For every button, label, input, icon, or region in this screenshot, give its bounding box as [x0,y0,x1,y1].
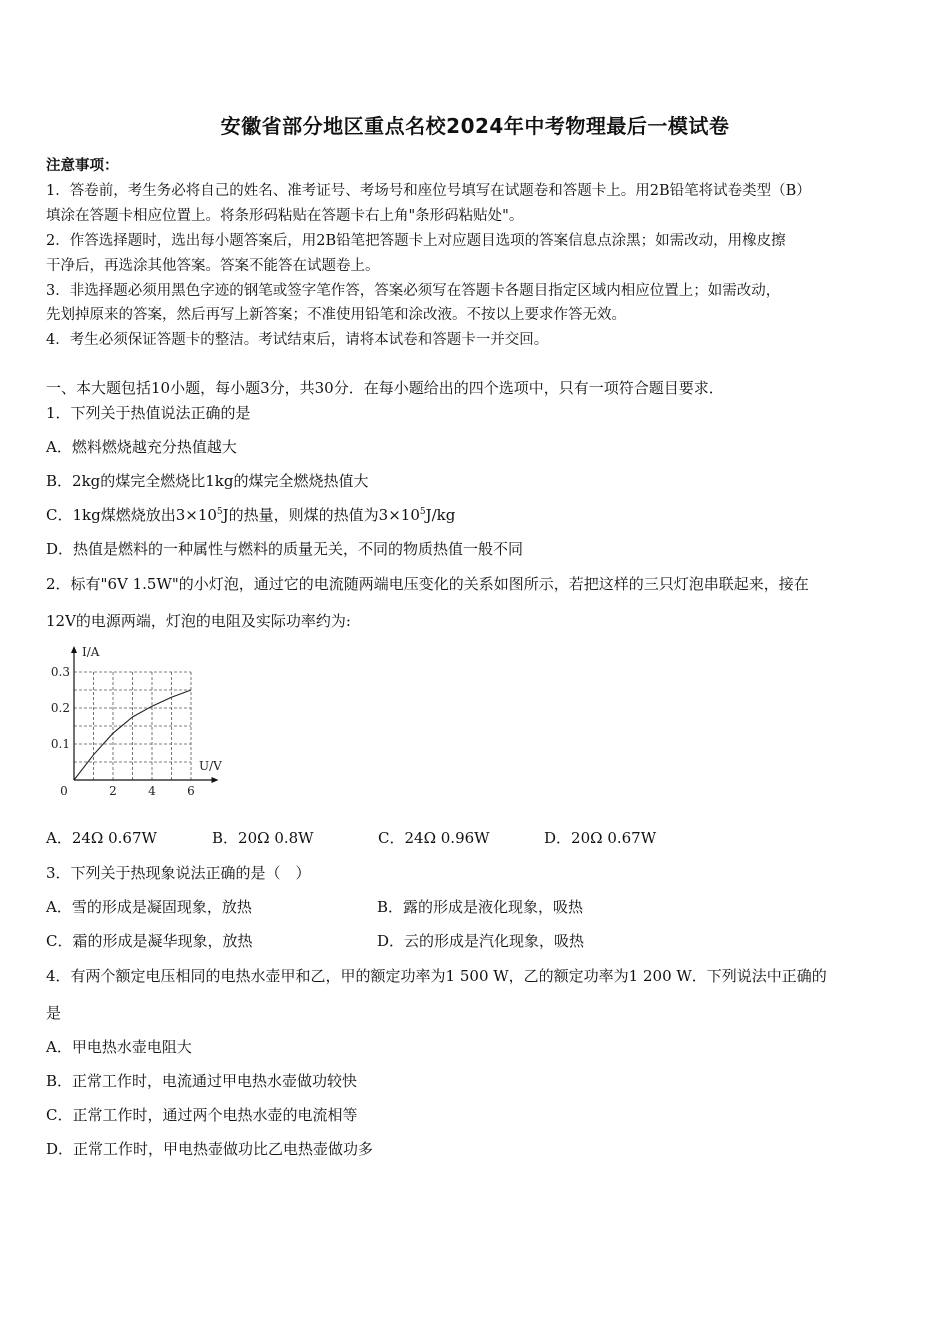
x-axis-label: U/V [199,759,222,773]
question-1-option-b: B．2kg的煤完全燃烧比1kg的煤完全燃烧热值大 [46,472,369,490]
current-voltage-chart [42,640,242,800]
question-3-option-b: B．露的形成是液化现象，吸热 [377,898,584,916]
question-3-option-c: C．霜的形成是凝华现象，放热 [46,932,253,950]
page-title: 安徽省部分地区重点名校2024年中考物理最后一模试卷 [220,114,730,138]
question-2-option-b: B．20Ω 0.8W [212,829,314,847]
question-4-option-b: B．正常工作时，电流通过甲电热水壶做功较快 [46,1072,358,1090]
x-tick-label: 6 [187,784,195,798]
question-3-options-row-1 [46,896,708,917]
question-2-option-a: A．24Ω 0.67W [46,829,157,847]
question-1-option-c [46,504,455,525]
notice-line: 1．答卷前，考生务必将自己的姓名、准考证号、考场号和座位号填写在试题卷和答题卡上。用2B铅笔将试卷类型（B） [46,183,811,199]
section-heading: 一、本大题包括10小题，每小题3分，共30分．在每小题给出的四个选项中，只有一项符合题目要求． [46,379,724,397]
question-2-option-d: D．20Ω 0.67W [544,829,657,847]
question-1-option-d: D．热值是燃料的一种属性与燃料的质量无关，不同的物质热值一般不同 [46,540,524,558]
question-4-option-c: C．正常工作时，通过两个电热水壶的电流相等 [46,1106,358,1124]
question-2-stem-line-1: 2．标有"6V 1.5W"的小灯泡，通过它的电流随两端电压变化的关系如图所示，若把这样的三只灯泡串联起来，接在 [46,575,809,593]
y-tick-label: 0.1 [50,737,70,751]
x-axis-arrow [212,777,219,783]
y-tick-label: 0.3 [50,665,70,679]
question-4-stem-line-1: 4．有两个额定电压相同的电热水壶甲和乙，甲的额定功率为1 500 W，乙的额定功率为1 200 W．下列说法中正确的 [46,967,827,985]
option-c-text-1: C．1kg煤燃烧放出3×10 [46,506,217,524]
exponent: 5 [216,507,223,517]
notice-line: 2．作答选择题时，选出每小题答案后，用2B铅笔把答题卡上对应题目选项的答案信息点涂黑；如需改动，用橡皮擦 [46,233,786,249]
question-2-stem-line-2: 12V的电源两端，灯泡的电阻及实际功率约为: [46,612,351,630]
question-1-stem: 1．下列关于热值说法正确的是 [46,404,251,422]
question-2-option-c: C．24Ω 0.96W [378,829,490,847]
question-2-options [46,827,710,848]
notice-line: 3．非选择题必须用黑色字迹的钢笔或签字笔作答，答案必须写在答题卡各题目指定区域内相应位置上；如需改动， [46,283,781,299]
question-4-option-d: D．正常工作时，甲电热壶做功比乙电热壶做功多 [46,1140,374,1158]
option-c-text-2: J的热量，则煤的热值为3×10 [222,506,420,524]
question-3-option-d: D．云的形成是汽化现象，吸热 [377,932,585,950]
option-c-text-3: J/kg [425,506,456,524]
question-4-option-a: A．甲电热水壶电阻大 [46,1038,192,1056]
question-4-stem-line-2: 是 [46,1004,62,1022]
notice-line: 干净后，再选涂其他答案。答案不能答在试题卷上。 [46,258,380,274]
question-1-option-a: A．燃料燃烧越充分热值越大 [46,438,237,456]
question-3-stem: 3．下列关于热现象说法正确的是（ ） [46,864,311,882]
notice-line: 填涂在答题卡相应位置上。将条形码粘贴在答题卡右上角"条形码粘贴处"。 [46,208,524,224]
question-3-option-a: A．雪的形成是凝固现象，放热 [46,898,252,916]
notice-heading: 注意事项： [46,157,119,174]
origin-label: 0 [60,784,68,798]
y-tick-label: 0.2 [50,701,70,715]
notice-line: 先划掉原来的答案，然后再写上新答案；不准使用铅笔和涂改液。不按以上要求作答无效。 [46,307,626,323]
x-tick-label: 2 [109,784,117,798]
exponent: 5 [419,507,426,517]
question-3-options-row-2 [46,930,708,951]
y-axis-label: I/A [82,645,100,659]
x-tick-label: 4 [148,784,156,798]
notice-line: 4．考生必须保证答题卡的整洁。考试结束后，请将本试卷和答题卡一并交回。 [46,332,549,348]
y-axis-arrow [71,646,77,653]
